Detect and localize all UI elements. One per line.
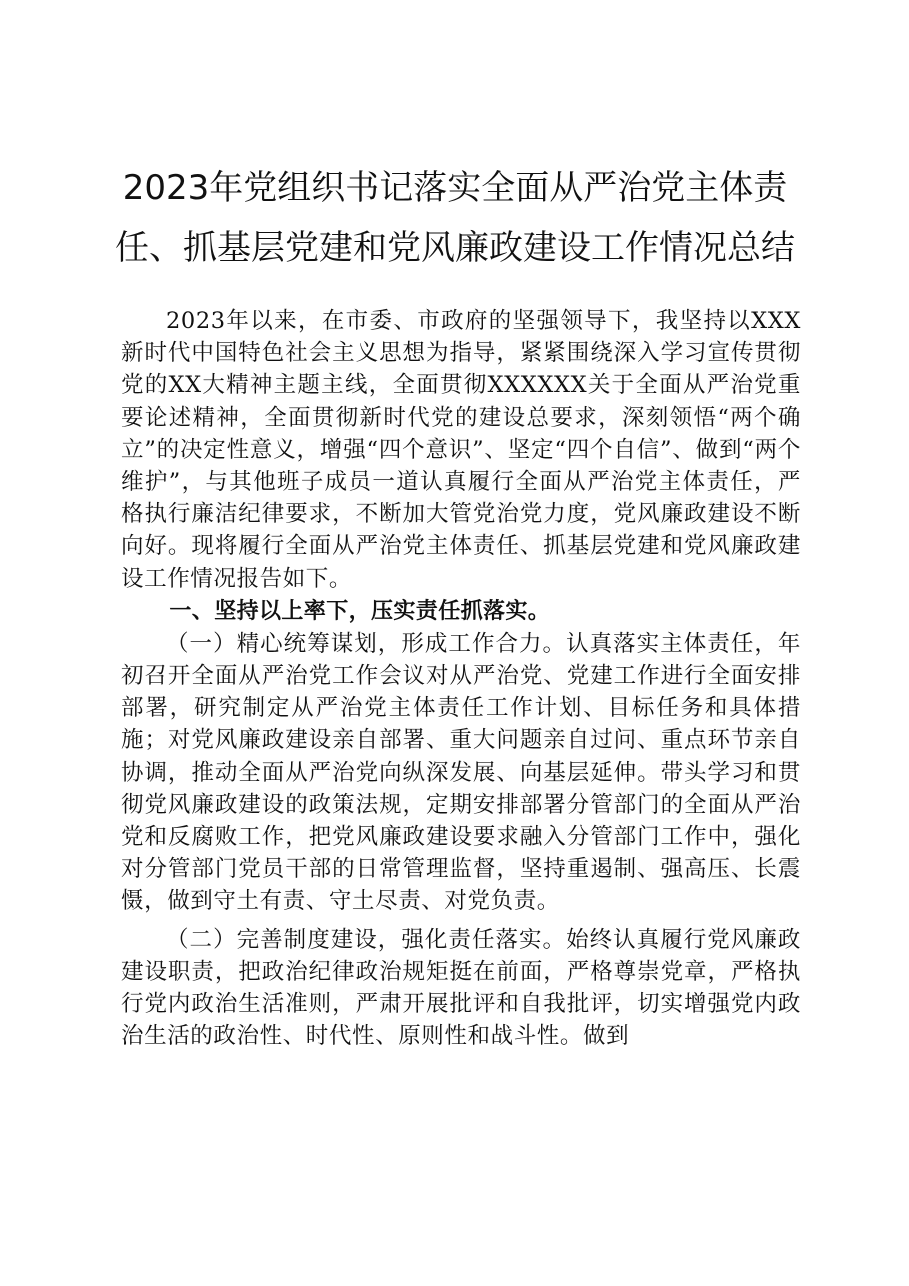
document-title: 2023年党组织书记落实全面从严治党主体责任、抓基层党建和党风廉政建设工作情况总结 [115, 168, 795, 268]
subsection-2-heading: （二）完善制度建设，强化责任落实。 [166, 926, 567, 953]
section-heading-1: 一、坚持以上率下，压实责任抓落实。 [169, 598, 551, 624]
subsection-1-paragraph [121, 628, 801, 918]
document-body [121, 305, 801, 1052]
subsection-1-text: 认真落实主体责任，年初召开全面从严治党工作会议对从严治党、党建工作进行全面安排部署，研究制定从严治党主体责任工作计划、目标任务和具体措施；对党风廉政建设亲自部署、重大问题亲自过问、重点环节亲自协调，推动全面从严治党向纵深发展、向基层延伸。带头学习和贯彻党风廉政建设的政策法规，定期安排部署分管部门的全面从严治党和反腐败工作，把党风廉政建设要求融入分管部门工作中，强化对分管部门党员干部的日常管理监督，坚持重遏制、强高压、长震慑，做到守土有责、守土尽责、对党负责。 [121, 630, 801, 915]
intro-paragraph: 2023年以来，在市委、市政府的坚强领导下，我坚持以XXX新时代中国特色社会主义思想为指导，紧紧围绕深入学习宣传贯彻党的XX大精神主题主线，全面贯彻XXXXXX关于全面从严治党重要论述精神，全面贯彻新时代党的建设总要求，深刻领悟“两个确立”的决定性意义，增强“四个意识”、坚定“四个自信”、做到“两个维护”，与其他班子成员一道认真履行全面从严治党主体责任，严格执行廉洁纪律要求，不断加大管党治党力度，党风廉政建设不断向好。现将履行全面从严治党主体责任、抓基层党建和党风廉政建设工作情况报告如下。 [121, 308, 801, 592]
subsection-2-paragraph [121, 924, 801, 1053]
subsection-1-heading: （一）精心统筹谋划，形成工作合力。 [166, 630, 567, 657]
subsection-2-text: 始终认真履行党风廉政建设职责，把政治纪律政治规矩挺在前面，严格尊崇党章，严格执行党内政治生活准则，严肃开展批评和自我批评，切实增强党内政治生活的政治性、时代性、原则性和战斗性。做到 [121, 926, 801, 1050]
